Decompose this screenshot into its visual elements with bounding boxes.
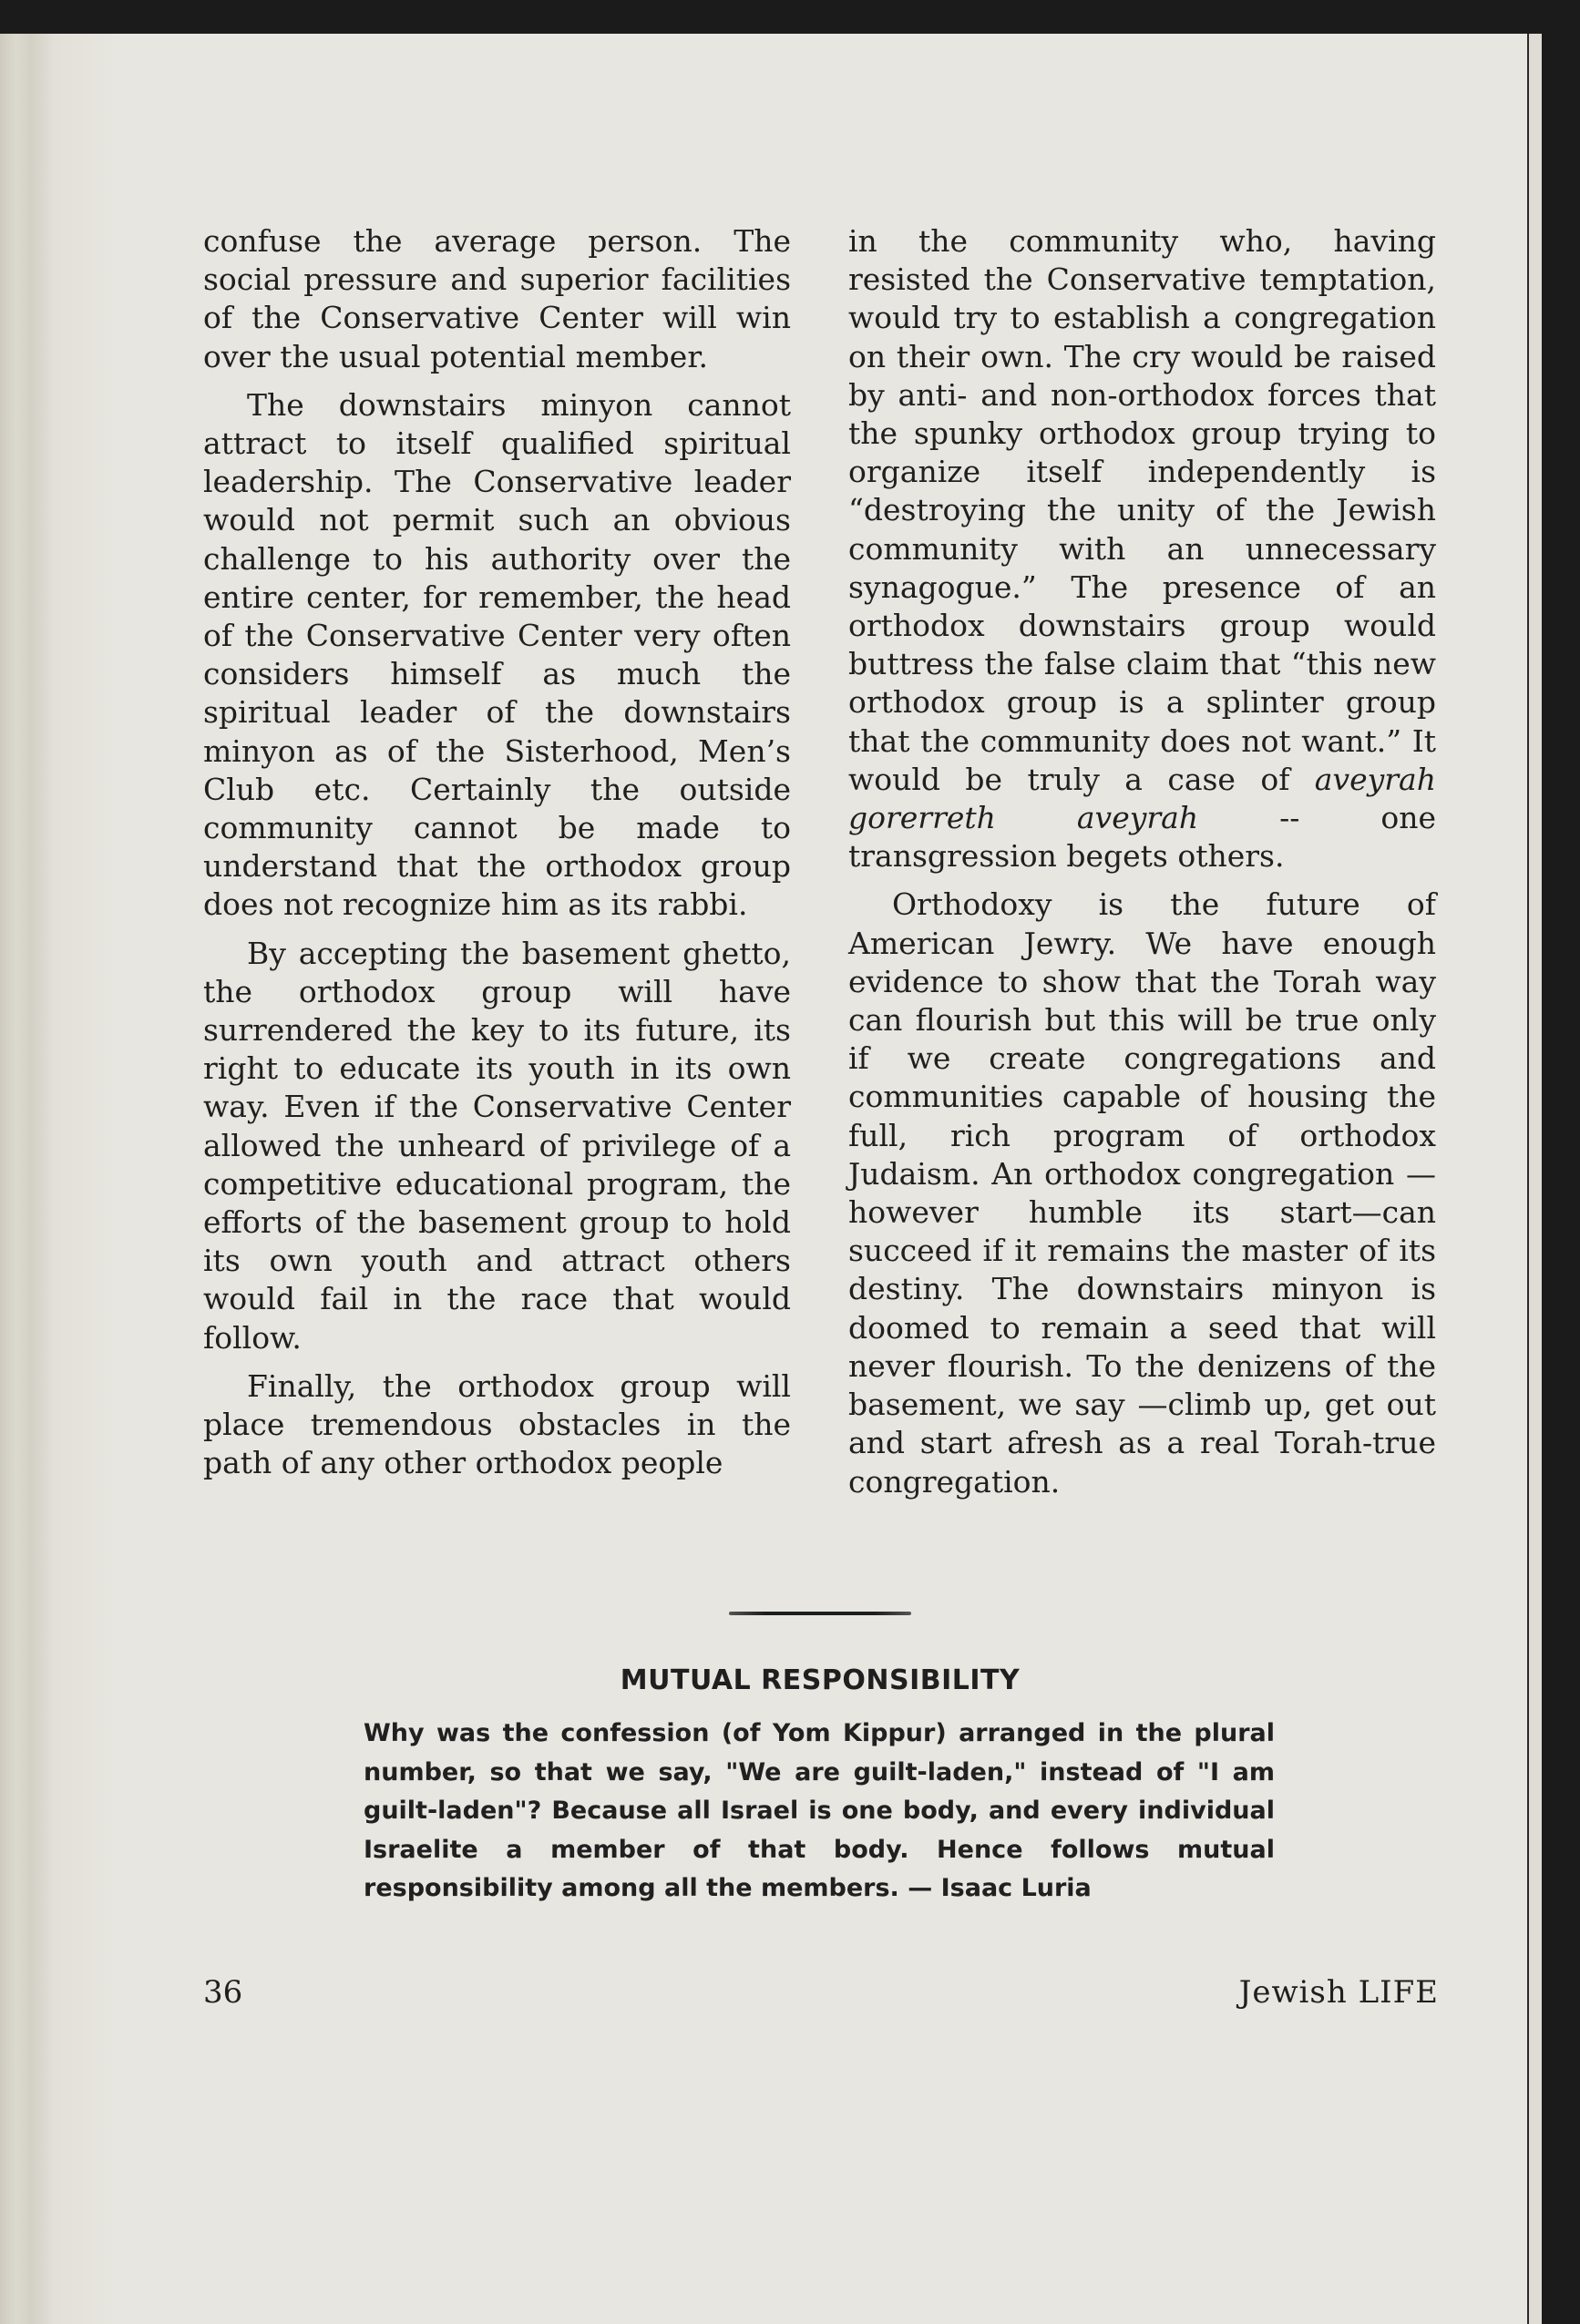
left-paragraph-2: The downstairs minyon cannot attract to itself qualified spiritual leadership. The Conservative leader would not permit such an obvious challenge to his authority over the entire center, for remember, the head of the Conservative Center very often considers himself as much the spiritual leader of the downstairs minyon as of the Sisterhood, Men’s Club etc. Certainly the outside community cannot be made to understand that the orthodox group does not recognize him as its rabbi. <box>203 386 791 923</box>
page-number: 36 <box>203 1974 243 2011</box>
right-paragraph-2: Orthodoxy is the future of American Jewry. We have enough evidence to show that the Torah way can flourish but this will be true only if we create congregations and communities capable of housing the full, rich program of orthodox Judaism. An orthodox congregation —however humble its start—can succeed if it remains the master of its destiny. The downstairs minyon is doomed to remain a seed that will never flourish. To the denizens of the basement, we say —climb up, get out and start afresh as a real Torah-true congregation. <box>848 886 1436 1500</box>
section-divider <box>729 1612 911 1615</box>
next-page-edge <box>1527 34 1542 2324</box>
right-text-column <box>848 222 1436 1511</box>
right-paragraph-1-text: in the community who, having resisted the Conservative temptation, would try to establish a congregation on their own. The cry would be raised by anti- and non-orthodox forces that the spunky orthodox group trying to organize itself independently is “destroying the unity of the Jewish community with an unnecessary synagogue.” The presence of an orthodox downstairs group would buttress the false claim that “this new orthodox group is a splinter group that the community does not want.” It would be truly a case of <box>848 223 1436 797</box>
left-paragraph-3: By accepting the basement ghetto, the orthodox group will have surrendered the key to its future, its right to educate its youth in its own way. Even if the Conservative Center allowed the unheard of privilege of a competitive educational program, the efforts of the basement group to hold its own youth and attract others would fail in the race that would follow. <box>203 935 791 1356</box>
left-paragraph-1: confuse the average person. The social pressure and superior facilities of the Conservative Center will win over the usual potential member. <box>203 223 791 374</box>
left-paragraph-4: Finally, the orthodox group will place tremendous obstacles in the path of any other orthodox people <box>203 1367 791 1481</box>
left-text-column <box>203 222 791 1493</box>
right-paragraph-1 <box>848 222 1436 875</box>
hebrew-phrase: aveyrah gorerreth aveyrah <box>848 761 1436 836</box>
magazine-title: Jewish LIFE <box>1238 1974 1439 2011</box>
quote-heading: MUTUAL RESPONSIBILITY <box>620 1664 1021 1696</box>
right-paragraph-1-ending: -- one transgression begets others. <box>848 800 1436 875</box>
page-binding-edge <box>0 34 118 2324</box>
quote-body: Why was the confession (of Yom Kippur) arranged in the plural number, so that we say, "We are guilt-laden," instead of "I am guilt-laden"? Because all Israel is one body, and every individual Israelite a member of that body. Hence follows mutual responsibility among all the members. — Isaac Luria <box>364 1719 1275 1902</box>
